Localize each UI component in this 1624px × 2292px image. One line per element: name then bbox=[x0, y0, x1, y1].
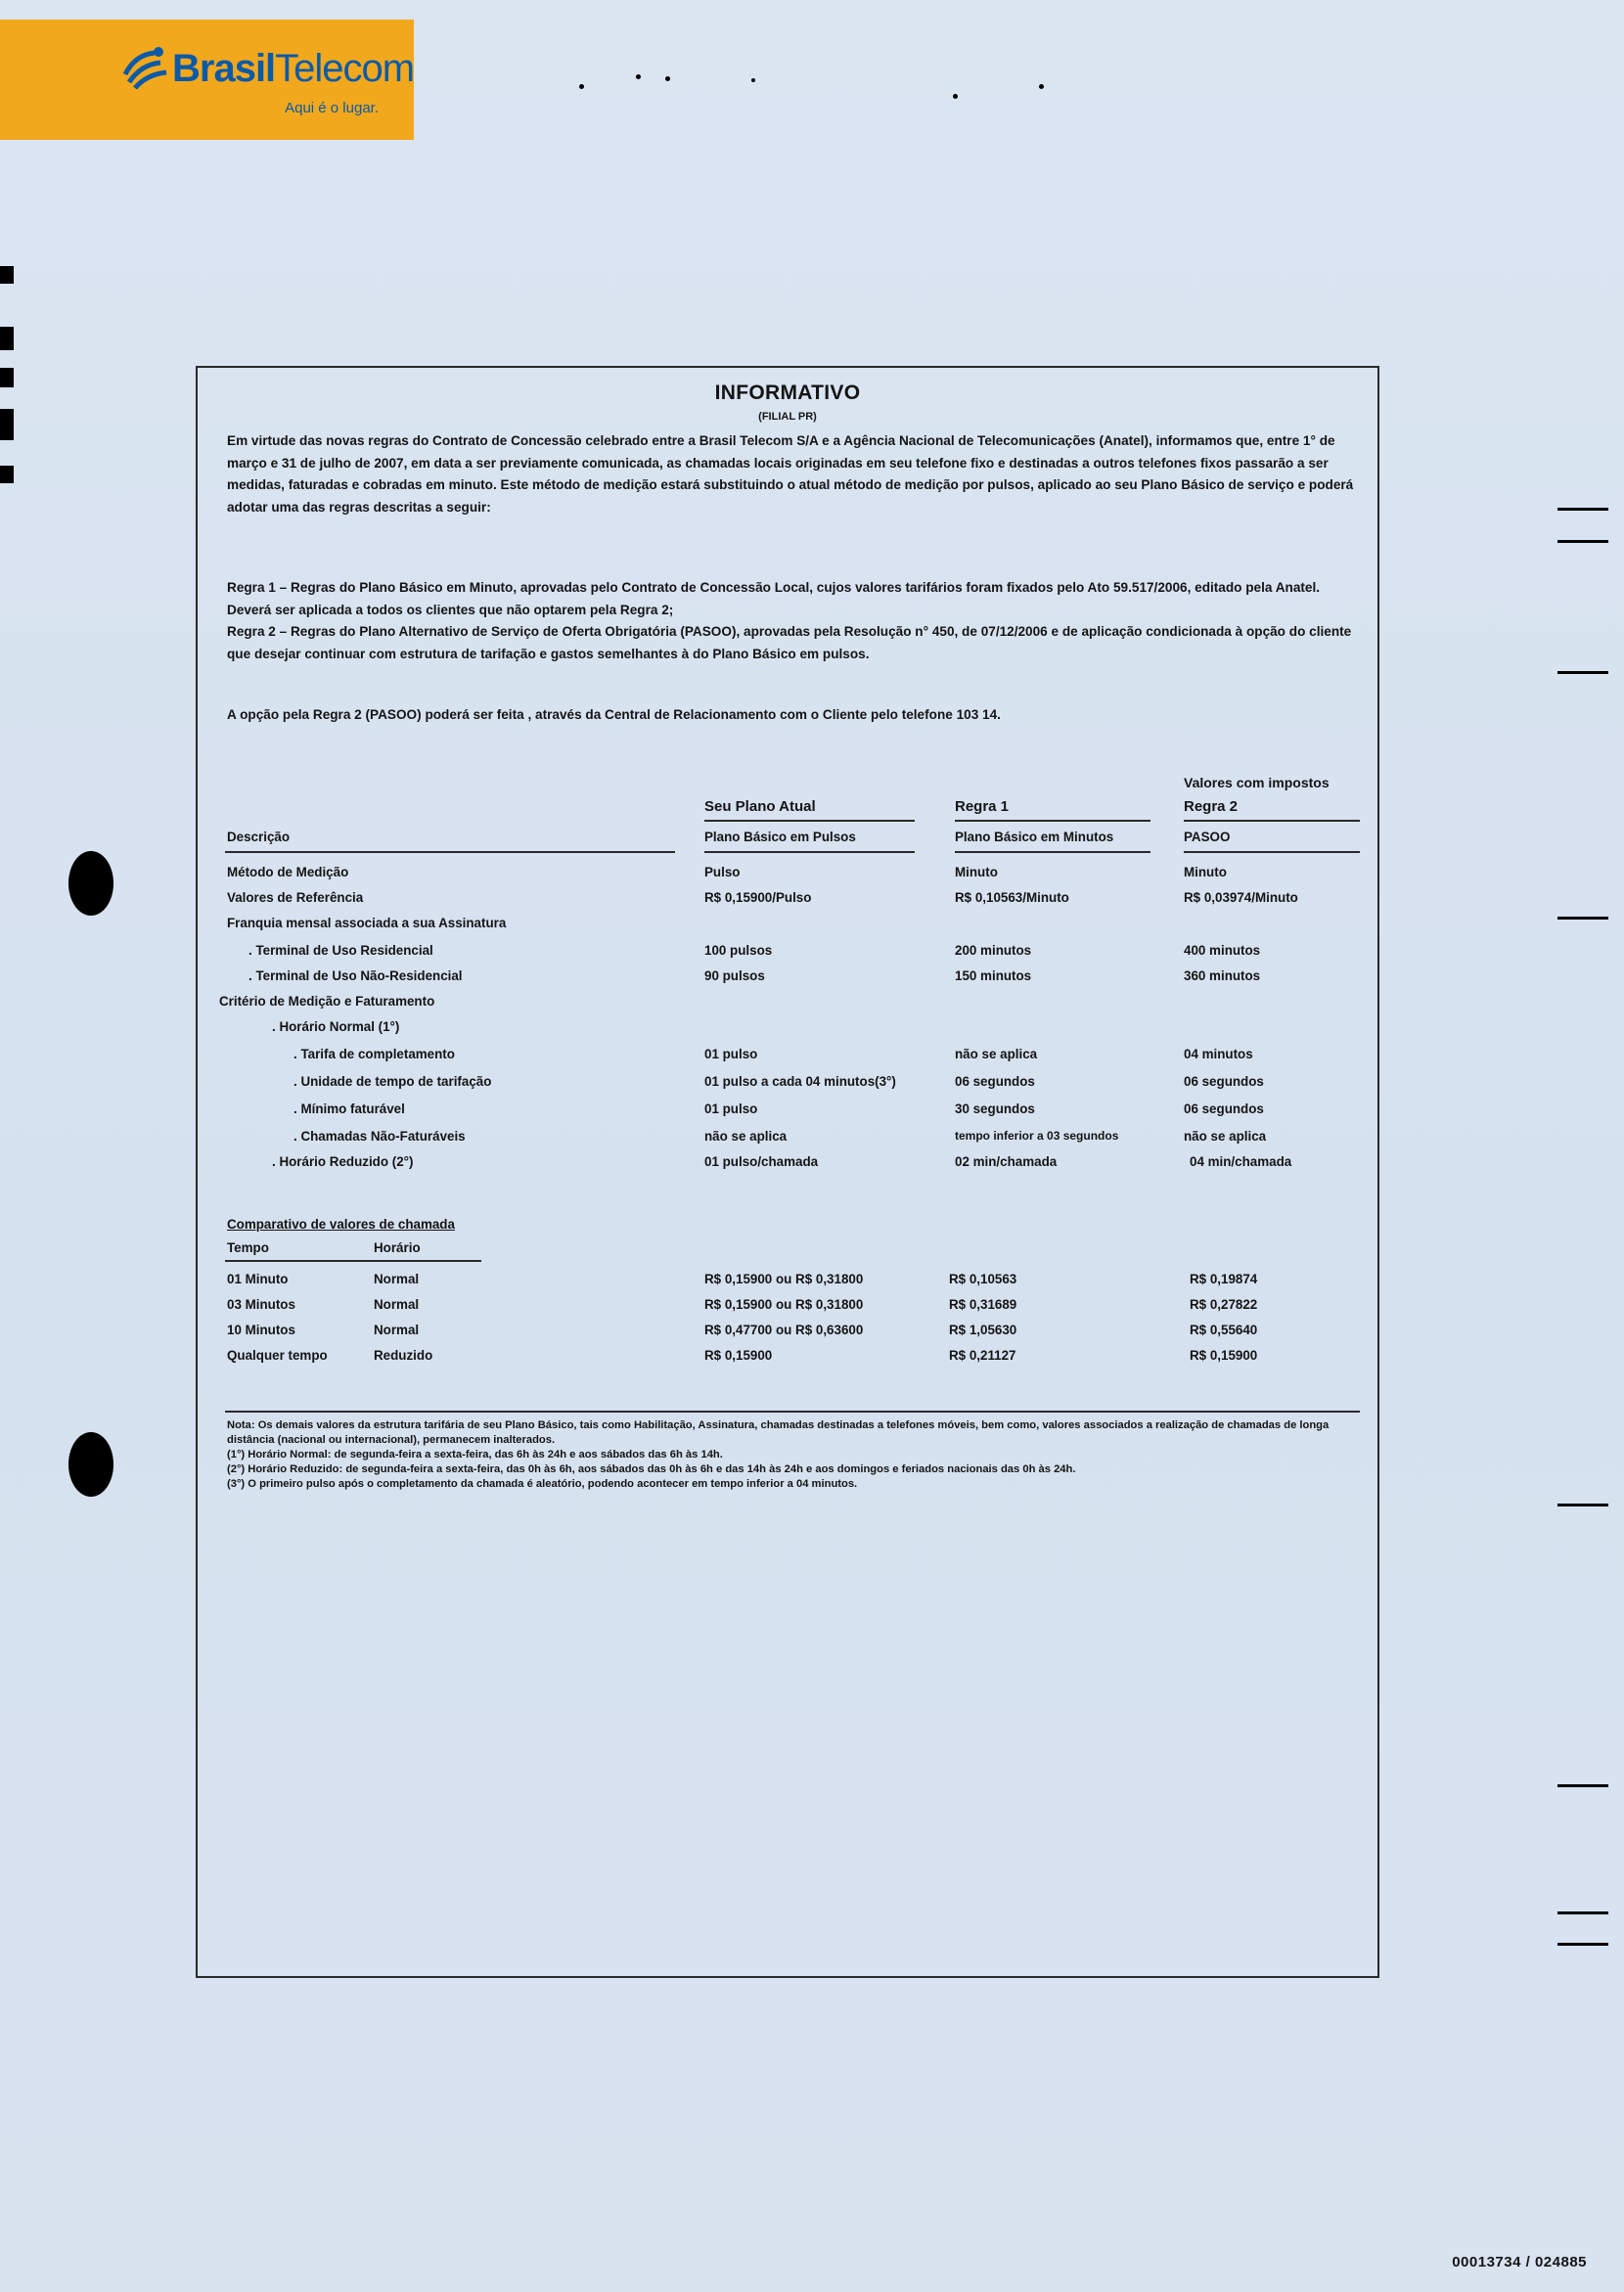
intro-paragraph: Em virtude das novas regras do Contrato de Concessão celebrado entre a Brasil Telecom S/A e a Agência Nacional de Telecomunicações (Anatel), informamos que, entre 1° de março e 31 de julho de 2007, em data a ser previamente comunicada, as chamadas locais originadas em seu telefone fixo e destinadas a outros telefones fixos passarão a ser medidas, faturadas e cobradas em minuto. Este método de medição estará substituindo o atual método de medição por pulsos, aplicado ao seu Plano Básico de serviço e poderá adotar uma das regras descritas a seguir: bbox=[227, 433, 1354, 515]
table-row-label: Critério de Medição e Faturamento bbox=[219, 994, 435, 1009]
scan-edge-mark bbox=[1557, 1943, 1608, 1946]
comparison-tempo: Qualquer tempo bbox=[227, 1348, 328, 1363]
header-underline bbox=[955, 820, 1150, 822]
informativo-document bbox=[196, 366, 1379, 1978]
header-underline bbox=[704, 820, 915, 822]
table-cell: 90 pulsos bbox=[704, 968, 765, 983]
table-row-label: . Unidade de tempo de tarifação bbox=[293, 1074, 492, 1089]
table-cell: 01 pulso bbox=[704, 1101, 758, 1116]
comparison-header-tempo: Tempo bbox=[227, 1240, 269, 1255]
comparison-horario: Normal bbox=[374, 1323, 420, 1337]
table-cell: Minuto bbox=[955, 865, 998, 879]
table-row-label: Método de Medição bbox=[227, 865, 349, 879]
comparison-cell: R$ 0,19874 bbox=[1190, 1272, 1258, 1286]
table-row-label: . Terminal de Uso Residencial bbox=[248, 943, 433, 958]
table-cell: 06 segundos bbox=[955, 1074, 1035, 1089]
table-row-label: Valores de Referência bbox=[227, 890, 364, 905]
comparison-tempo: 03 Minutos bbox=[227, 1297, 295, 1312]
table-cell: 200 minutos bbox=[955, 943, 1032, 958]
table-cell: 06 segundos bbox=[1184, 1101, 1264, 1116]
note-main: Nota: Os demais valores da estrutura tarifária de seu Plano Básico, tais como Habilitação, Assinatura, chamadas destinadas a telefones móveis, bem como, valores associados a realização de chamadas de longa distância (nacional ou internacional), permanecem inalterados. bbox=[227, 1419, 1330, 1446]
scan-speck bbox=[953, 94, 958, 99]
comparison-cell: R$ 0,21127 bbox=[949, 1348, 1016, 1363]
table-cell: 02 min/chamada bbox=[955, 1154, 1058, 1169]
table-cell: não se aplica bbox=[955, 1047, 1038, 1061]
scan-edge-mark bbox=[1557, 540, 1608, 543]
scan-edge-mark bbox=[0, 368, 14, 387]
comparison-cell: R$ 0,47700 ou R$ 0,63600 bbox=[704, 1323, 864, 1337]
header-regra-1: Regra 1 bbox=[955, 798, 1010, 815]
table-rule bbox=[704, 851, 915, 853]
comparison-cell: R$ 0,15900 bbox=[704, 1348, 773, 1363]
comparison-header-horario: Horário bbox=[374, 1240, 421, 1255]
table-cell: 100 pulsos bbox=[704, 943, 773, 958]
header-regra-2: Regra 2 bbox=[1184, 798, 1239, 815]
scan-speck bbox=[636, 74, 641, 79]
subheader-minutos: Plano Básico em Minutos bbox=[955, 830, 1114, 844]
header-descricao: Descrição bbox=[227, 830, 291, 844]
comparison-title: Comparativo de valores de chamada bbox=[227, 1217, 455, 1232]
scan-edge-mark bbox=[0, 327, 14, 350]
comparison-tempo: 01 Minuto bbox=[227, 1272, 289, 1286]
rules-paragraph bbox=[227, 577, 1362, 665]
document-subtitle: (FILIAL PR) bbox=[758, 411, 817, 423]
header-seu-plano-atual: Seu Plano Atual bbox=[704, 798, 816, 815]
table-cell: 360 minutos bbox=[1184, 968, 1261, 983]
scan-edge-mark bbox=[1557, 671, 1608, 674]
comparison-horario: Normal bbox=[374, 1272, 420, 1286]
option-paragraph: A opção pela Regra 2 (PASOO) poderá ser feita , através da Central de Relacionamento com o Cliente pelo telefone 103 14. bbox=[227, 707, 1001, 722]
table-cell: não se aplica bbox=[1184, 1129, 1267, 1144]
note-1: (1°) Horário Normal: de segunda-feira a sexta-feira, das 6h às 24h e aos sábados das 6h às 14h. bbox=[227, 1449, 723, 1461]
table-cell: tempo inferior a 03 segundos bbox=[955, 1129, 1119, 1143]
subheader-pasoo: PASOO bbox=[1184, 830, 1231, 844]
table-row-label: . Horário Reduzido (2°) bbox=[272, 1154, 414, 1169]
table-row-label: . Tarifa de completamento bbox=[293, 1047, 455, 1061]
comparison-cell: R$ 0,15900 ou R$ 0,31800 bbox=[704, 1272, 864, 1286]
scan-edge-mark bbox=[1557, 1911, 1608, 1914]
table-cell: 04 min/chamada bbox=[1190, 1154, 1292, 1169]
table-rule bbox=[1184, 851, 1360, 853]
table-row-label: . Chamadas Não-Faturáveis bbox=[293, 1129, 466, 1144]
table-cell: 01 pulso bbox=[704, 1047, 758, 1061]
table-cell: R$ 0,10563/Minuto bbox=[955, 890, 1069, 905]
document-stamp-number: 00013734 / 024885 bbox=[1452, 2254, 1587, 2270]
table-cell: Pulso bbox=[704, 865, 741, 879]
comparison-cell: R$ 1,05630 bbox=[949, 1323, 1017, 1337]
scan-speck bbox=[665, 76, 670, 81]
brasil-telecom-logo bbox=[0, 20, 414, 140]
document-title: INFORMATIVO bbox=[714, 382, 861, 404]
logo-tagline: Aqui é o lugar. bbox=[285, 100, 379, 116]
note-2: (2°) Horário Reduzido: de segunda-feira a sexta-feira, das 0h às 6h, aos sábados das 0h às 6h e das 14h às 24h e aos domingos e feriados nacionais das 0h às 24h. bbox=[227, 1463, 1076, 1475]
punch-hole bbox=[68, 1432, 113, 1497]
comparison-tempo: 10 Minutos bbox=[227, 1323, 295, 1337]
tax-note: Valores com impostos bbox=[1184, 775, 1330, 790]
table-cell: 150 minutos bbox=[955, 968, 1032, 983]
brasil-telecom-symbol-icon bbox=[121, 45, 170, 90]
comparison-cell: R$ 0,31689 bbox=[949, 1297, 1017, 1312]
scan-speck bbox=[751, 78, 755, 82]
scan-speck bbox=[579, 84, 584, 89]
rule1-text: – Regras do Plano Básico em Minuto, aprovadas pelo Contrato de Concessão Local, cujos valores tarifários foram fixados pelo Ato 59.517/2006, editado pela Anatel. Deverá ser aplicada a todos os clientes que não optarem pela Regra 2; bbox=[227, 580, 1321, 617]
table-cell: Minuto bbox=[1184, 865, 1227, 879]
table-cell: R$ 0,15900/Pulso bbox=[704, 890, 812, 905]
comparison-cell: R$ 0,10563 bbox=[949, 1272, 1017, 1286]
rule2-text: – Regras do Plano Alternativo de Serviço de Oferta Obrigatória (PASOO), aprovadas pela Resolução n° 450, de 07/12/2006 e de aplicação condicionada à opção do cliente que desejar continuar com estrutura de tarifação e gastos semelhantes à do Plano Básico em pulsos. bbox=[227, 624, 1352, 661]
table-row-label: . Terminal de Uso Não-Residencial bbox=[248, 968, 463, 983]
comparison-horario: Reduzido bbox=[374, 1348, 433, 1363]
scan-edge-mark bbox=[0, 466, 14, 483]
rule1-label: Regra 1 bbox=[227, 580, 276, 595]
table-rule bbox=[955, 851, 1150, 853]
scan-edge-mark bbox=[0, 409, 14, 440]
table-row-label: . Mínimo faturável bbox=[293, 1101, 405, 1116]
table-cell: 400 minutos bbox=[1184, 943, 1261, 958]
rule2-label: Regra 2 bbox=[227, 624, 276, 639]
table-cell: 04 minutos bbox=[1184, 1047, 1253, 1061]
header-underline bbox=[1184, 820, 1360, 822]
comparison-cell: R$ 0,15900 bbox=[1190, 1348, 1258, 1363]
comparison-cell: R$ 0,27822 bbox=[1190, 1297, 1258, 1312]
comparison-cell: R$ 0,55640 bbox=[1190, 1323, 1258, 1337]
subheader-pulsos: Plano Básico em Pulsos bbox=[704, 830, 856, 844]
note-3: (3°) O primeiro pulso após o completamento da chamada é aleatório, podendo acontecer em tempo inferior a 04 minutos. bbox=[227, 1478, 858, 1490]
scan-edge-mark bbox=[1557, 1784, 1608, 1787]
logo-brand-name: BrasilTelecom bbox=[172, 47, 415, 90]
comparison-header-rule bbox=[225, 1260, 481, 1262]
scan-edge-mark bbox=[1557, 508, 1608, 511]
scan-edge-mark bbox=[0, 266, 14, 284]
table-cell: 06 segundos bbox=[1184, 1074, 1264, 1089]
scan-edge-mark bbox=[1557, 917, 1608, 920]
comparison-cell: R$ 0,15900 ou R$ 0,31800 bbox=[704, 1297, 864, 1312]
table-cell: não se aplica bbox=[704, 1129, 788, 1144]
table-row-label: Franquia mensal associada a sua Assinatura bbox=[227, 916, 507, 930]
comparison-horario: Normal bbox=[374, 1297, 420, 1312]
scan-speck bbox=[1039, 84, 1044, 89]
notes-block bbox=[227, 1418, 1367, 1492]
table-cell: 30 segundos bbox=[955, 1101, 1035, 1116]
table-cell: 01 pulso a cada 04 minutos(3°) bbox=[704, 1074, 896, 1089]
table-row-label: . Horário Normal (1°) bbox=[272, 1019, 400, 1034]
table-cell: 01 pulso/chamada bbox=[704, 1154, 819, 1169]
notes-separator bbox=[225, 1411, 1360, 1413]
table-rule bbox=[225, 851, 675, 853]
punch-hole bbox=[68, 851, 113, 916]
scan-edge-mark bbox=[1557, 1504, 1608, 1506]
table-cell: R$ 0,03974/Minuto bbox=[1184, 890, 1298, 905]
